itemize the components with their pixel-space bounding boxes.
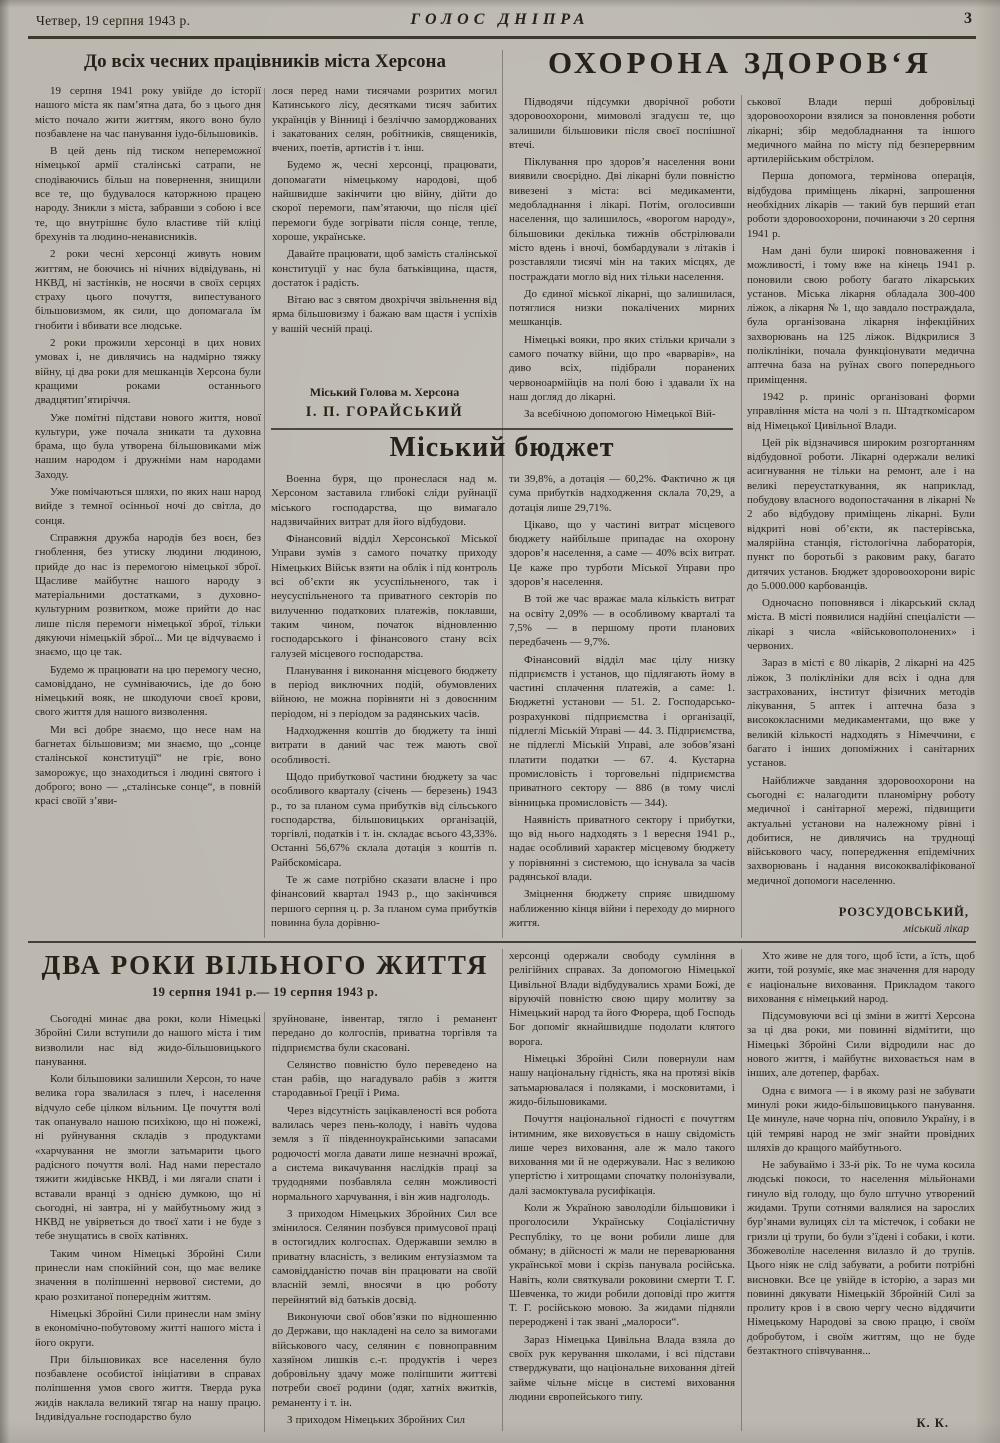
- paragraph: Не забуваймо і 33-й рік. То не чума косила людські покоси, то населення мільйонами гинуло від голоду, що було штучно утворений жидами. Трупи сотнями валялися на зарослих бур’янами вулицях сіл та містечок, і собаки не гризли ці трупи, бо були з’їдені і собаки, і коти. Збожеволіле населення вилазло й до трупів. Цього ніяк не слід забувати, а робити потрібні висновки. Все це увійде в історію, а зараз ми повинні дякувати Німецькій Збройній Силі за пролиту кров і в свою чергу чесно віддячити Німецькому Народові за свою працю, і своїм добробутом, і своїм життям, що не буде безтактного співчування...: [747, 1159, 975, 1358]
- paragraph: Будемо ж, чесні херсонці, працювати, допомагати німецькому народові, щоб найшвидше закінчити цю війну, дійти до скорої перемоги, пам’ятаючи, що після цієї перемоги буде зогрівати після сонце, тепле, хороше, українське.: [272, 159, 497, 243]
- issue-date: Четвер, 19 серпня 1943 р.: [36, 13, 191, 28]
- paragraph: Зміцнення бюджету сприяє швидшому наближенню кінця війни і переходу до мирного життя.: [509, 888, 735, 929]
- paragraph: Цікаво, що у частині витрат місцевого бюджету найбільше припадає на охорону здоров’я населення, а саме — 40% всіх витрат. Це каже про турботи Міської Управи про здоров’я населення.: [509, 518, 735, 589]
- signature-name: І. П. ГОРАЙСЬКИЙ: [305, 404, 464, 421]
- paragraph: Справжня дружба народів без воєн, без гноблення, без утиску людини людиною, прийде до нас із перемогою німецької зброї. Щасливе майбутнє нашого народу з матеріальними достатками, з духовно-культурним розвитком, може прийти до нас лише після перемоги німецької зброї, тільки дякуючи німецькій зброї... Ми це відчуваємо і знаємо, що це так.: [35, 531, 261, 659]
- paragraph: Давайте працювати, щоб замість сталінської конституції у нас була батьківщина, щастя, достаток і радість.: [272, 248, 497, 289]
- paragraph: Планування і виконання місцевого бюджету в період виключних подій, обумовлених війною, не можна порівняти ні з довоєнним періодом, ні з періодом за радянських часів.: [271, 664, 497, 720]
- paragraph: зруйноване, інвентар, тягло і реманент передано до колгоспів, приватна торгівля та підприємства були скасовані.: [272, 1013, 497, 1054]
- paragraph: 19 серпня 1941 року увійде до історії нашого міста як пам’ятна дата, бо з цього дня місто почало жити життям, якого воно було позбавлене на час панування іудо-більшовиків.: [35, 85, 261, 140]
- paragraph: Підсумовуючи всі ці зміни в житті Херсона за ці два роки, ми повинні відмітити, що Німецькі Збройні Сили відродили нас до нового життя, і майбутнє виховається нам в інших, але дотепер, фарбах.: [747, 1010, 975, 1080]
- paragraph: Нам дані були широкі повноваження і можливості, і тому вже на кінець 1941 р. поновили свою роботу багато лікарських установ. Міська лікарня обладала 300-400 ліжок, а лікарня № 1, що завдало постраждала, була організована лікарня інфекційних захворювань на 125 ліжок. Відкрилися 3 поліклініки, почала функціонувати медична аптечна база на руїнах свого попереднього приміщення.: [747, 244, 975, 386]
- health-article-column-2-text: [747, 95, 975, 891]
- paragraph: Підводячи підсумки дворічної роботи здоровоохорони, мимоволі згадуєш те, що залишили більшовики після своєї поспішної втечі.: [509, 96, 735, 151]
- paragraph: Будемо ж працювати на цю перемогу чесно, самовіддано, не сумніваючись, іде до бою німецький вояк, не шкодуючи своєї крови, свого життя для нашого визволення.: [35, 663, 261, 719]
- paragraph: Цей рік відзначився широким розгортанням відбудовної роботи. Лікарні одержали великі асигнування не тільки на ремонт, але і на великі переустаткування, як наприклад, побудову власного водопостачання в лікарні № 2 або відбудову приміщень лікарні. Були відкриті нові об’єкти, як пастерівська, малярійна станція, гістологічна лабораторія, пункт по боротьбі з раковим раку, багато дитячих установ. Бюджет здоровоохорони виріс до 5.000.000 карбованців.: [747, 436, 975, 592]
- paragraph: В той же час вражає мала кількість витрат на освіту 2,09% — в особливому кварталі та 7,5% — в першому проти планових передбачень — 9,7%.: [509, 593, 735, 649]
- column-rule: [741, 95, 742, 938]
- paragraph: 2 роки прожили херсонці в цих нових умовах і, не дивлячись на надмірно тяжку війну, ці два роки для мешканців Херсона були кращими роками останнього двадцятип’ятиріччя.: [35, 337, 261, 407]
- paragraph: Зараз Німецька Цивільна Влада взяла до своїх рук керування школами, і всі підстави стверджувати, що національне виховання дітей займе чільне місце в системі виховання людини європейського типу.: [509, 1333, 735, 1403]
- workers-article-column-1: [35, 84, 261, 939]
- column-rule: [502, 50, 503, 938]
- paragraph: ськової Влади перші добровільці здоровоохорони взялися за поновлення роботи лікарні; збір медобладнання та іншого медичного майна по місту під безперервним артилерійським обстрілом.: [747, 96, 975, 166]
- paragraph: Наявність приватного сектору і прибутки, що від нього надходять з 1 вересня 1941 р., надає особливий характер місцевому бюджету у порівнянні з системою, що існувала за часів радянської влади.: [509, 813, 735, 884]
- paragraph: Фінансовий відділ має цілу низку підприємств і установ, що підлягають йому в частині сплачення платежів, а саме: 1. Бюджетні установи — 51. 2. Господарсько-розрахункові підприємства і організації, підлеглі Міській Управі — 44. 3. Підприємства, не підлеглі Міській Управі, але зобов’язані платити податки — 67. 4. Кустарна промисловість і торговельні підприємства приватного сектору — 886 (в тому числі вінницька промисловість — 344).: [509, 653, 735, 809]
- two-years-article-headline: ДВА РОКИ ВІЛЬНОГО ЖИТТЯ: [41, 950, 489, 980]
- paragraph: 1942 р. приніс організовані форми управління міста на чолі з п. Штадткомісаром від Німецької Цивільної Влади.: [747, 390, 975, 432]
- paragraph: Вітаю вас з святом двохріччя звільнення від ярма більшовизму і бажаю вам щастя і успіхів у вашій чесній праці.: [272, 294, 497, 335]
- budget-article-headline: Міський бюджет: [389, 432, 615, 463]
- header-rule: [28, 36, 976, 39]
- paragraph: Сьогодні минає два роки, коли Німецькі Збройні Сили вступили до нашого міста і тим визволили нас від жидо-більшовицького панування.: [35, 1013, 261, 1068]
- two-years-column-1: [35, 1012, 261, 1432]
- paragraph: лося перед нами тисячами розритих могил Катинського лісу, десятками тисяч забитих українців у Вінниці і безліччю заморджованих і закатованих селян, робітників, священиків, вчених, поетів, артистів і т. інш.: [272, 85, 497, 155]
- health-article-column-2: [747, 95, 975, 937]
- paragraph: Почуття національної гідності є почуттям інтимним, яке виховується в нашу свідомість лише через виховання, але ж мало такого виховання ми й не одержували. Нас з великою упертістю і хитрощами спочатку полонізували, далі засмоктувала русифікація.: [509, 1113, 735, 1197]
- paragraph: Щодо прибуткової частини бюджету за час особливого кварталу (січень — березень) 1943 р., то за планом сума прибутків від сільського господарства, більшовицьких організацій, торгівлі, податків і т. ін. складає всього 43,33%. Останні 56,67% склала дотація з коштів п. Райбскомісара.: [271, 770, 497, 869]
- page-number: 3: [964, 10, 972, 27]
- paragraph: Военна буря, що пронеслася над м. Херсоном заставила глибокі сліди руйнації міського господарства, що вимагало надзвичайних витрат для його відбудови.: [271, 473, 497, 528]
- two-years-column-2: [272, 1012, 497, 1432]
- paragraph: Найближче завдання здоровоохорони на сьогодні є: налагодити планомірну роботу медичної і санітарної мережі, підвищити актуальні установи на належному рівні і добитися, не дивлячись на труднощі військового часу, попередження епідемічних захворювань і надання висококваліфікованої медичної допомоги населенню.: [747, 774, 975, 887]
- paragraph: 2 роки чесні херсонці живуть новим життям, не боючись ні нічних відвідувань, ні НКВД, ні застінків, не носячи в своїх серцях страху цього почуття, випестуваного більшовизмом, як сили, що допомагала їм гнобити і вбивати все людське.: [35, 248, 261, 332]
- section-divider-rule: [28, 941, 976, 943]
- two-years-article-signature: К. К.: [916, 1415, 949, 1430]
- paragraph: Ми всі добре знаємо, що несе нам на багнетах більшовизм; ми знаємо, що „сонце сталінської конституції“ не гріє, воно заморожує, що знаходиться і людині святого і доброго; воно — „сталінське сонце“, в повній красі своїй з’яви-: [35, 723, 261, 808]
- paragraph: З приходом Німецьких Збройних Сил: [287, 1414, 465, 1427]
- column-rule: [264, 1012, 265, 1432]
- paragraph: Коли більшовики залишили Херсон, то наче велика гора звалилася з плеч, і населення відчуло себе цілком вільним. Це почуття волі так опанувало нашою психікою, що ні пожежі, ні руйнування складів з продуктами «харчування не змогли затьмарити цього радісного почуття волі. Над нами перестало тяжити жидівське НКВД, і ми лягали спати і вставали вранці з однією думкою, що ні сьогодні, ні завтра, ні у майбутньому жид з НКВД не увірветься до твоєї хати і не буде з тебе знущатись в своїх катівнях.: [35, 1073, 261, 1243]
- paragraph: Німецькі вояки, про яких стільки кричали з самого початку війни, що про «варварів», на диво всіх, підібрали поранених червоноармійців на полі бою і здавали їх на наш догляд до лікарні.: [509, 333, 735, 403]
- signature-role: міський лікар: [903, 923, 969, 936]
- health-article-headline: ОХОРОНА ЗДОРОВ‘Я: [548, 45, 932, 80]
- paragraph: В цей день під тиском непереможної німецької армії сталінські сатрапи, не сподіваючись більш на повернення, знищили все те, що будувалося каторжною працею народу. Зникли з міста, забравши з собою і все те, що внутрішнє було властиве тій кліці брехунів та людино-ненависників.: [35, 145, 261, 243]
- paragraph: Німецькі Збройні Сили принесли нам зміну в економічно-побутовому житті нашого міста і його округи.: [35, 1307, 261, 1349]
- paragraph: Селянство повністю було переведено на стан рабів, що нагадувало рабів з життя стародавньої Греції і Рима.: [272, 1058, 497, 1100]
- paragraph: ти 39,8%, а дотація — 60,2%. Фактично ж ця сума прибутків надходження склала 70,29, а дотація лише 29,71%.: [509, 473, 735, 514]
- masthead-title: ГОЛОС ДНІПРА: [410, 11, 590, 28]
- paragraph: Таким чином Німецькі Збройні Сили принесли нам спокійний сон, що має велике значення в поліпшенні нервової системи, до краю розхитаної попереднім життям.: [35, 1247, 261, 1303]
- two-years-column-4: [747, 949, 975, 1431]
- paragraph: Виконуючи свої обов’язки по відношенню до Держави, що накладені на село за вимогами військового часу, селянин є повноправним хазяїном лишків с.-г. продуктів і через добровільну здачу може поліпшити життєві потреби своєї родини (одяг, хатніх вжитків, реманенту і т. ін.: [272, 1310, 497, 1409]
- paragraph: З приходом Німецьких Збройних Сил все змінилося. Селянин позбувся примусової праці в остогидлих колгоспах. Одержавши землю в приватну власність, з великим ентузіазмом та самовідданістю почав він працювати на своїй власній землі, вносячи в цю роботу перейнятий від батьків досвід.: [272, 1207, 497, 1306]
- paragraph: Піклування про здоров’я населення вони виявили своєрідно. Дві лікарні були повністю вивезені з міста: всі медикаменти, медобладнання і лікарі. Потім, оголосивши населення, що залишилось, «ворогом народу», більшовики декілька тижнів обстрілювали місто вдень і вночі, бомбардували з літаків і розставляли тисячі мін на таких місцях, де постраждати могло від них тільки населення.: [509, 156, 735, 283]
- paragraph: Уже помічаються шляхи, по яких наш народ вийде з темної осінньої ночі до світла, до сонця.: [35, 486, 261, 527]
- two-years-article-subtitle: 19 серпня 1941 р.— 19 серпня 1943 р.: [151, 985, 379, 999]
- paragraph: Фінансовий відділ Херсонської Міської Управи зумів з самого початку приходу Німецьких Військ взяти на облік і під контроль всі об’єкти як усуспільненого, так і неусуспільненого та приватного секторів по вилученню податкових платежів, поклавши, таким чином, початок відновленню господарського і фінансового стану всіх галузей місцевого господарства.: [271, 533, 497, 660]
- paragraph: Одночасно поповнявся і лікарський склад міста. В місті появилися надійні спеціалісти — лікарі з числа «військовополонених» і червоних.: [747, 597, 975, 652]
- paragraph: При більшовиках все населення було позбавлене особистої ініціативи в справах поліпшення умов свого життя. Тверда рука жидів наклала великий тягар на нашу працю. Індивідуальне господарство було: [35, 1353, 261, 1424]
- paragraph: Коли ж Україною заволоділи більшовики і проголосили Українську Соціалістичну Республіку, то це вони робили лише для обману; в дійсності ж мали не переварювання української мови і скрізь панувала російська. Навіть, коли святкували роковини смерти Т. Г. Шевченка, то жиди робили доповіді про життя Т. Г. російською мовою. За жидами підняли перероджені і так звані „малороси“.: [509, 1202, 735, 1329]
- health-article-column-1: [509, 95, 735, 425]
- signature-role: Міський Голова м. Херсона: [309, 384, 460, 399]
- paragraph: Через відсутність зацікавленості вся робота валилась через пень-колоду, і навіть чудова земля з її південноукраїнськими запасами родючості могла давати лише незначні врожаї, а система викачування наслідків праці за трудоднями позбавляла селян можливості нормального харчування, і він жив надголодь.: [272, 1104, 497, 1203]
- paragraph: Перша допомога, термінова операція, відбудова приміщень лікарні, запрошення необхідних лікарів — такий був перший етап роботи здоровоохорони, починаючи з 20 серпня 1941 р.: [747, 170, 975, 240]
- paragraph: До єдиної міської лікарні, що залишилася, потяглися низки покалічених мирних мешканців.: [509, 287, 735, 329]
- two-years-column-4-text: [747, 949, 975, 1361]
- budget-article-column-2: [509, 472, 735, 938]
- paragraph: За всебічною допомогою Німецької Вій-: [524, 408, 716, 421]
- paragraph: Те ж саме потрібно сказати власне і про фінансовий квартал 1943 р., що закінчився першого серпня ц. р. За планом сума прибутків повинна була дорівню-: [271, 874, 497, 929]
- workers-article-column-2: [272, 84, 497, 422]
- budget-article-column-1: [271, 472, 497, 938]
- workers-article-column-2-text: [272, 84, 497, 339]
- paragraph: Одна є вимога — і в якому разі не забувати минулі роки жидо-більшовицького панування. Це минуле, наче чорна піч, оповило Україну, і в цій темряві народ не зміг знайти провідних шляхів до кращого майбутнього.: [747, 1084, 975, 1154]
- signature-name: РОЗСУДОВСЬКИЙ,: [838, 904, 969, 919]
- column-rule: [264, 88, 265, 938]
- paragraph: Німецькі Збройні Сили повернули нам нашу національну гідність, яка на протязі віків затьмарювалася і поляками, і московитами, і жидо-більшовиками.: [509, 1053, 735, 1108]
- workers-article-signature: [272, 385, 497, 422]
- two-years-column-3: [509, 949, 735, 1431]
- health-article-signature: [747, 904, 975, 937]
- workers-article-headline: До всіх чесних працівників міста Херсона: [84, 51, 446, 72]
- paragraph: Надходження коштів до бюджету та інші витрати в даний час теж мають свої особливості.: [271, 725, 497, 766]
- paragraph: херсонці одержали свободу сумління в релігійних справах. За допомогою Німецької Цивільної Влади відбудувались храми Божі, де віруючій повністю свою щиру молитву за Німецький народ та його Фюрера, щоб Господь Бог допоміг якнайшвидше подолати клятого ворога.: [509, 950, 735, 1048]
- column-rule: [741, 949, 742, 1431]
- paragraph: Хто живе не для того, щоб їсти, а їсть, щоб жити, той розуміє, яке має значення для народу є національне виховання. Прикладом такого виховання є німецький народ.: [747, 950, 975, 1005]
- paragraph: Зараз в місті є 80 лікарів, 2 лікарні на 425 ліжок, 3 поліклініки для всіх і одна для застрахованих, інститут фізичних методів лікування, 5 аптек і аптечна база з висококласними медикаментами, що вже у великій кількості надходять з Німеччини, є багато і інших допоміжних і санітарних установ.: [747, 657, 975, 770]
- paragraph: Уже помітні підстави нового життя, нової культури, уже почала зникати та духовна брама, що була утворена більшовиками між нашим народом і дружніми нам народами Заходу.: [35, 411, 261, 481]
- column-rule: [502, 949, 503, 1431]
